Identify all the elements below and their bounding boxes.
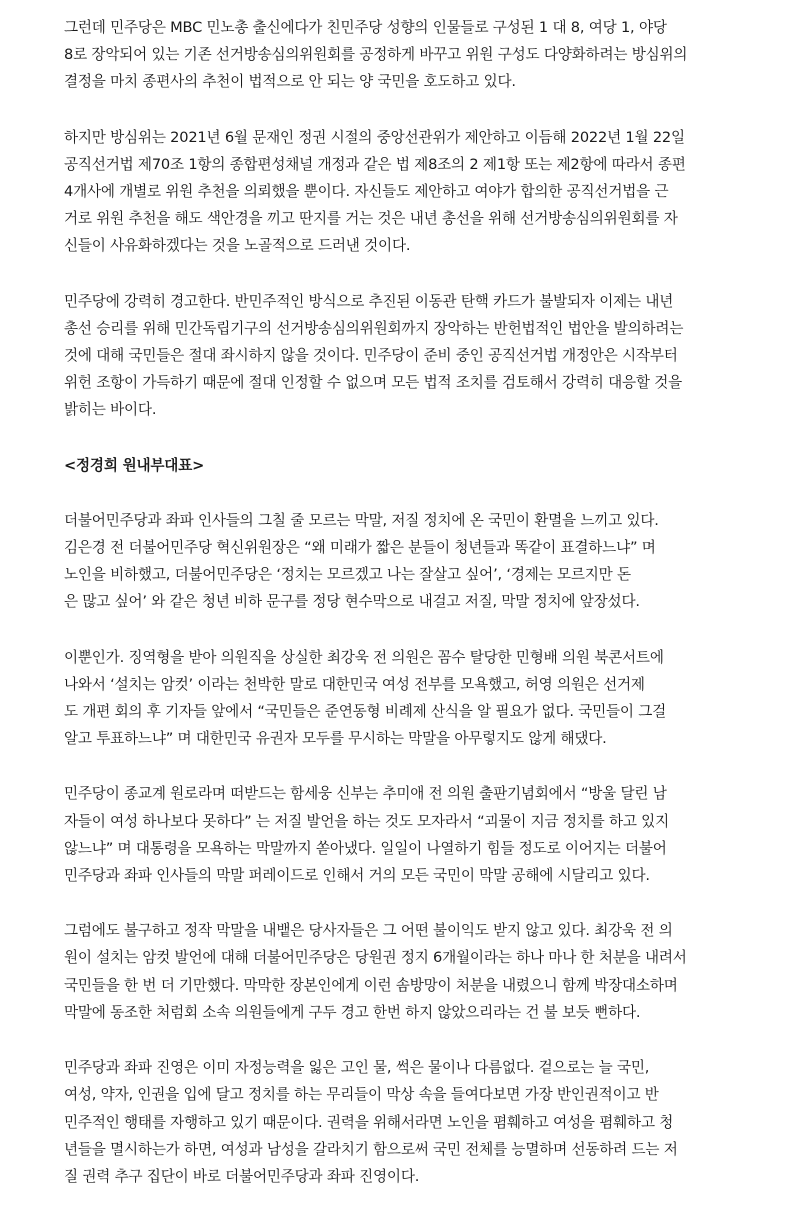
text-line: 결정을 마치 종편사의 추천이 법적으로 안 되는 양 국민을 호도하고 있다. [64, 73, 516, 91]
text-line: 알고 투표하느냐” 며 대한민국 유권자 모두를 무시하는 막말을 아무렇지도 않게 해댔다. [64, 730, 607, 748]
text-line: 그럼에도 불구하고 정작 막말을 내뱉은 당사자들은 그 어떤 불이익도 받지 않고 있다. 최강욱 전 의 [64, 922, 673, 940]
text-line: 여성, 약자, 인권을 입에 달고 정치를 하는 무리들이 막상 속을 들여다보면 가장 반인권적이고 반 [64, 1086, 659, 1104]
text-line: 은 많고 싶어’ 와 같은 청년 비하 문구를 정당 현수막으로 내걸고 저질, 막말 정치에 앞장섰다. [64, 593, 640, 611]
paragraph-4 [64, 507, 734, 616]
text-line: 도 개편 회의 후 기자들 앞에서 “국민들은 준연동형 비례제 산식을 알 필요가 없다. 국민들이 그걸 [64, 703, 667, 721]
text-line: 밝히는 바이다. [64, 401, 157, 419]
text-line: 막말에 동조한 처럼회 소속 의원들에게 구두 경고 한번 하지 않았으리라는 건 불 보듯 뻔하다. [64, 1003, 641, 1021]
text-line: 노인을 비하했고, 더불어민주당은 ‘정치는 모르겠고 나는 잘살고 싶어’, ‘경제는 모르지만 돈 [64, 566, 631, 584]
text-line: 민주당에 강력히 경고한다. 반민주적인 방식으로 추진된 이동관 탄핵 카드가 불발되자 이제는 내년 [64, 292, 674, 310]
text-line: 4개사에 개별로 위원 추천을 의뢰했을 뿐이다. 자신들도 제안하고 여야가 합의한 공직선거법을 근 [64, 183, 669, 201]
paragraph-8 [64, 1054, 734, 1190]
text-line: 민주당과 좌파 인사들의 막말 퍼레이드로 인해서 거의 모든 국민이 막말 공해에 시달리고 있다. [64, 867, 650, 885]
section-heading: <정경희 원내부대표> [64, 456, 205, 474]
text-line: 신들이 사유화하겠다는 것을 노골적으로 드러낸 것이다. [64, 237, 411, 255]
text-line: 않느냐” 며 대통령을 모욕하는 막말까지 쏟아냈다. 일일이 나열하기 힘들 정도로 이어지는 더불어 [64, 839, 667, 857]
text-line: 거로 위원 추천을 해도 색안경을 끼고 딴지를 거는 것은 내년 총선을 위해 선거방송심의위원회를 자 [64, 210, 678, 228]
text-line: 공직선거법 제70조 1항의 종합편성채널 개정과 같은 법 제8조의 2 제1항 또는 제2항에 따라서 종편 [64, 155, 686, 173]
text-line: 질 권력 추구 집단이 바로 더불어민주당과 좌파 진영이다. [64, 1167, 420, 1185]
text-line: 민주당과 좌파 진영은 이미 자정능력을 잃은 고인 물, 썩은 물이나 다름없다. 겉으로는 늘 국민, [64, 1059, 650, 1077]
text-line: 나와서 ‘설치는 암컷’ 이라는 천박한 말로 대한민국 여성 전부를 모욕했고, 허영 의원은 선거제 [64, 675, 645, 693]
text-line: 김은경 전 더불어민주당 혁신위원장은 “왜 미래가 짧은 분들이 청년들과 똑같이 표결하느냐” 며 [64, 539, 656, 557]
text-line: 이뿐인가. 징역형을 받아 의원직을 상실한 최강욱 전 의원은 꼼수 탈당한 민형배 의원 북콘서트에 [64, 648, 664, 666]
paragraph-1 [64, 14, 734, 96]
text-line: 8로 장악되어 있는 기존 선거방송심의위원회를 공정하게 바꾸고 위원 구성도 다양화하려는 방심위의 [64, 46, 688, 64]
text-line: 그런데 민주당은 MBC 민노총 출신에다가 친민주당 성향의 인물들로 구성된 1 대 8, 여당 1, 야당 [64, 19, 667, 36]
text-line: 하지만 방심위는 2021년 6월 문재인 정권 시절의 중앙선관위가 제안하고 이듬해 2022년 1월 22일 [64, 128, 685, 146]
text-line: 년들을 멸시하는가 하면, 여성과 남성을 갈라치기 함으로써 국민 전체를 능멸하며 선동하려 드는 저 [64, 1140, 678, 1158]
text-line: 더불어민주당과 좌파 인사들의 그칠 줄 모르는 막말, 저질 정치에 온 국민이 환멸을 느끼고 있다. [64, 511, 659, 529]
text-line: 민주적인 행태를 자행하고 있기 때문이다. 권력을 위해서라면 노인을 폄훼하고 여성을 폄훼하고 청 [64, 1113, 674, 1131]
document-page [64, 14, 734, 1218]
text-line: 것에 대해 국민들은 절대 좌시하지 않을 것이다. 민주당이 준비 중인 공직선거법 개정안은 시작부터 [64, 347, 678, 365]
text-line: 총선 승리를 위해 민간독립기구의 선거방송심의위원회까지 장악하는 반헌법적인 법안을 발의하려는 [64, 319, 684, 337]
paragraph-2 [64, 124, 734, 260]
text-line: 위헌 조항이 가득하기 때문에 절대 인정할 수 없으며 모든 법적 조치를 검토해서 강력히 대응할 것을 [64, 374, 683, 392]
paragraph-3 [64, 288, 734, 424]
paragraph-5 [64, 644, 734, 753]
text-line: 국민들을 한 번 더 기만했다. 막막한 장본인에게 이런 솜방망이 처분을 내렸으니 함께 박장대소하며 [64, 976, 678, 994]
text-line: 자들이 여성 하나보다 못하다” 는 저질 발언을 하는 것도 모자라서 “괴물이 지금 정치를 하고 있지 [64, 812, 669, 830]
text-line: 원이 설치는 암컷 발언에 대해 더불어민주당은 당원권 정지 6개월이라는 하나 마나 한 처분을 내려서 [64, 949, 687, 967]
paragraph-6 [64, 780, 734, 889]
paragraph-7 [64, 917, 734, 1026]
text-line: 민주당이 종교계 원로라며 떠받드는 함세웅 신부는 추미애 전 의원 출판기념회에서 “방울 달린 남 [64, 785, 667, 803]
